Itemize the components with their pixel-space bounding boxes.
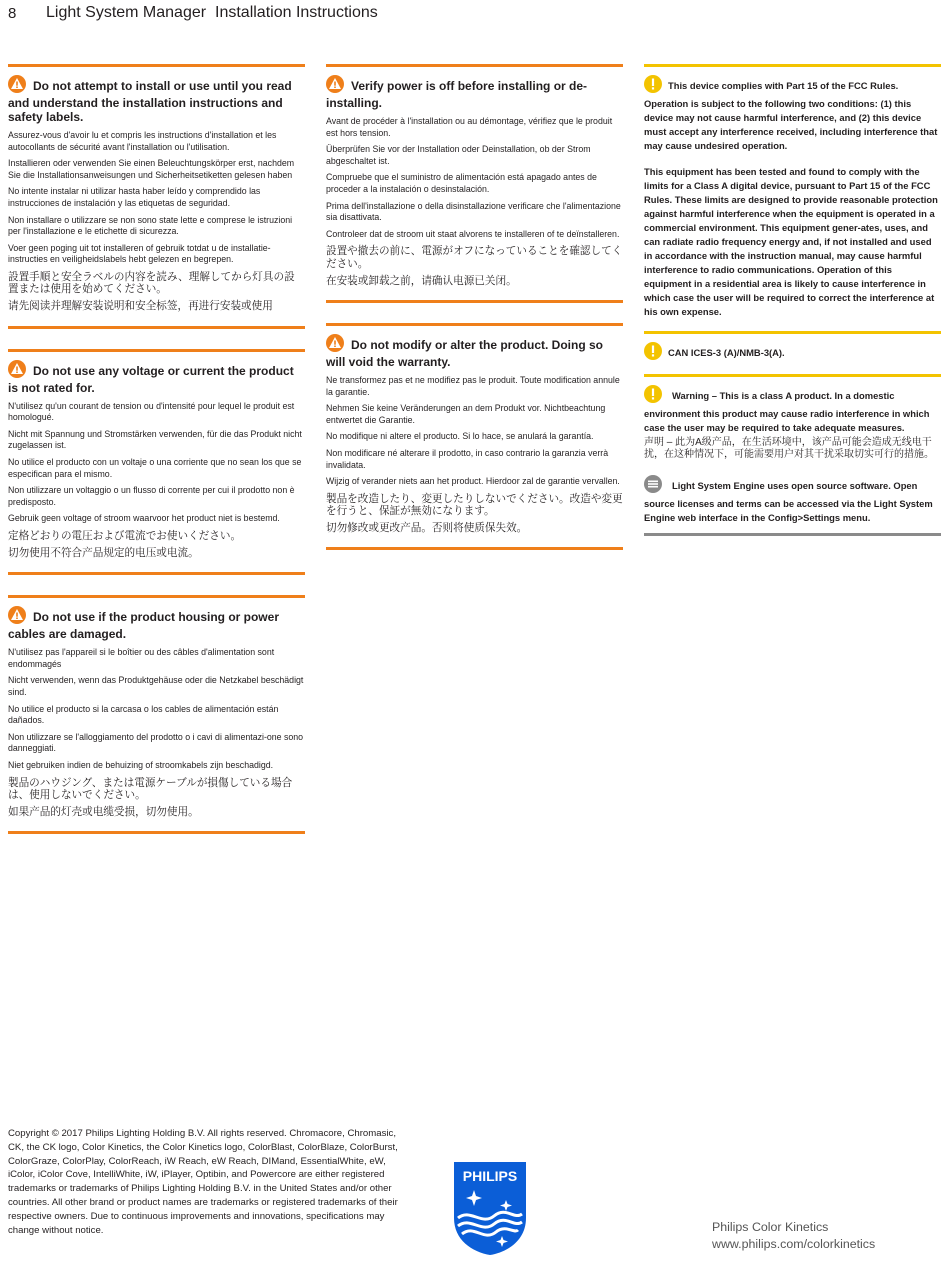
text-line: Assurez-vous d'avoir lu et compris les instructions d'installation et les autocollants de sécurité avant l'installation ou l'utilisation.	[8, 130, 277, 152]
exclamation-circle-icon	[644, 75, 662, 97]
text-line-zh: 切勿修改或更改产品。否则将使质保失效。	[326, 522, 528, 535]
text-line: Compruebe que el suministro de alimentación está apagado antes de proceder a la instalación o desinstalación.	[326, 172, 597, 194]
text-line: Gebruik geen voltage of stroom waarvoor het product niet is bestemd.	[8, 513, 280, 524]
column-1	[8, 64, 305, 854]
class-a-warning	[644, 377, 941, 536]
text-line: Nicht verwenden, wenn das Produktgehäuse oder die Netzkabel beschädigt sind.	[8, 675, 304, 698]
text-line: Nicht mit Spannung und Stromstärken verwenden, für die das Produkt nicht zugelassen ist.	[8, 428, 302, 451]
warning-triangle-icon	[326, 334, 348, 355]
brand-url[interactable]: www.philips.com/colorkinetics	[712, 1237, 876, 1251]
text-line: Non utilizzare un voltaggio o un flusso di corrente per cui il prodotto non è predisposto.	[8, 485, 295, 507]
text-line: Non installare o utilizzare se non sono state lette e comprese le istruzioni per l'installazione e le etichette di sicurezza.	[8, 214, 293, 237]
caution-box-damaged	[8, 595, 305, 834]
text-line: Wijzig of verander niets aan het product. Hierdoor zal de garantie vervallen.	[326, 476, 620, 487]
open-source-text: Light System Engine uses open source software. Open source licenses and terms can be accessed via the Light System Engine web interface in the Config>Settings menu.	[644, 475, 941, 525]
text-line: No intente instalar ni utilizar hasta haber leído y comprendido las instrucciones de instalación y las etiquetas de seguridad.	[8, 186, 261, 208]
text-line: Installieren oder verwenden Sie einen Beleuchtungskörper erst, nachdem Sie die Installationsanweisungen und Sicherheitsetiketten gelesen haben	[8, 158, 295, 180]
fcc-paragraph: This device complies with Part 15 of the FCC Rules. Operation is subject to the following two conditions: (1) this device may not cause harmful interference, and (2) this device must accept any interference received, including interference that may cause undesired operation.	[644, 75, 941, 153]
document-subtitle: Installation Instructions	[215, 4, 378, 21]
caution-box-power-off	[326, 64, 623, 303]
caution-title: Do not use if the product housing or power cables are damaged.	[8, 606, 305, 641]
page-number: 8	[8, 5, 17, 22]
fcc-notice	[644, 64, 941, 319]
text-line: Non modificare né alterare il prodotto, in caso contrario la garanzia verrà invalidata.	[326, 447, 609, 470]
page-header	[0, 0, 950, 40]
text-line-ja: 定格どおりの電圧および電流でお使いください。	[8, 529, 242, 542]
column-2	[326, 64, 623, 570]
text-line-ja: 製品のハウジング、または電源ケーブルが損傷している場合は、使用しないでください。	[8, 776, 293, 801]
copyright-notice: Copyright © 2017 Philips Lighting Holding B.V. All rights reserved. Chromacore, Chromasic, CK, the CK logo, Color Kinetics, the Color Kinetics logo, ColorBlast, ColorBlaze, ColorBurst, ColorGraze, ColorPlay, ColorReach, iW Reach, eW Reach, DIMand, EssentialWhite, eW, iColor, iColor Cove, IntelliWhite, iW, iPlayer, Optibin, and Powercore are either registered trademarks or trademarks of Philips Lighting Holding B.V. in the United States and/or other countries. All other brand or product names are trademarks or registered trademarks of their respective owners. Due to continuous improvements and innovations, specifications may change without notice.	[8, 1128, 398, 1236]
warning-triangle-icon	[326, 75, 348, 96]
ices-notice	[644, 331, 941, 377]
text-line: Überprüfen Sie vor der Installation oder Deinstallation, ob der Strom abgeschaltet ist.	[326, 144, 591, 166]
text-line: Niet gebruiken indien de behuizing of stroomkabels zijn beschadigd.	[8, 760, 274, 771]
fcc-class-a-paragraph: This equipment has been tested and found to comply with the limits for a Class A digital device, pursuant to Part 15 of the FCC Rules. These limits are designed to provide reasonable protection against harmful interference when the equipment is operated in a commercial environment. This equipment gener-ates, uses, and can radiate radio frequency energy and, if not installed and used in accordance with the instruction manual, may cause harmful interference to radio communications. Operation of this equipment in a residential area is likely to cause interference in which case the user will be required to correct the interference at his own expense.	[644, 166, 938, 317]
list-circle-icon	[644, 475, 662, 497]
text-line: Nehmen Sie keine Veränderungen an dem Produkt vor. Nichtbeachtung entwertet die Garantie.	[326, 403, 606, 425]
exclamation-circle-icon	[644, 385, 662, 407]
brand-block	[712, 1219, 875, 1253]
text-line: Avant de procéder à l'installation ou au démontage, vérifiez que le produit est hors tension.	[326, 116, 613, 138]
caution-box-voltage	[8, 349, 305, 576]
text-line-ja: 設置や撤去の前に、電源がオフになっていることを確認してください。	[326, 245, 623, 270]
warning-triangle-icon	[8, 606, 30, 627]
text-line-zh: 请先阅读并理解安装说明和安全标签，再进行安装或使用	[8, 300, 273, 313]
logo-wordmark: PHILIPS	[462, 1168, 518, 1184]
text-line: N'utilisez pas l'appareil si le boîtier ou des câbles d'alimentation sont endommagés	[8, 647, 275, 669]
text-line-zh: 切勿使用不符合产品规定的电压或电流。	[8, 547, 199, 560]
text-line: No utilice el producto con un voltaje o una corriente que no sean los que se especifican para el mismo.	[8, 456, 302, 479]
text-line: Prima dell'installazione o della disinstallazione verificare che l'alimentazione sia disattivata.	[326, 200, 621, 223]
text-line: No modifique ni altere el producto. Si lo hace, se anulará la garantía.	[326, 431, 594, 442]
caution-title: Do not modify or alter the product. Doing so will void the warranty.	[326, 334, 623, 369]
caution-box-modify	[326, 323, 623, 550]
exclamation-circle-icon	[644, 342, 662, 364]
warning-triangle-icon	[8, 360, 30, 381]
text-line: Non utilizzare se l'alloggiamento del prodotto o i cavi di alimentazi-one sono danneggiati.	[8, 731, 304, 754]
text-line-ja: 製品を改造したり、変更したりしないでください。改造や変更を行うと、保証が無効になります。	[326, 492, 623, 517]
document-title: Light System Manager	[46, 4, 207, 21]
caution-title: Do not attempt to install or use until you read and understand the installation instructions and safety labels.	[8, 75, 305, 124]
warning-triangle-icon	[8, 75, 30, 96]
text-line: Controleer dat de stroom uit staat alvorens te installeren of te deïnstalleren.	[326, 228, 620, 239]
text-line-zh: 如果产品的灯壳或电缆受损，切勿使用。	[8, 806, 199, 819]
caution-title: Do not use any voltage or current the product is not rated for.	[8, 360, 305, 395]
philips-shield-logo	[452, 1160, 528, 1256]
caution-box-install	[8, 64, 305, 329]
ices-text: CAN ICES-3 (A)/NMB-3(A).	[644, 342, 941, 364]
text-line-zh: 在安装或卸载之前，请确认电源已关闭。	[326, 274, 517, 287]
warning-text-zh: 声明 – 此为A级产品，在生活环境中，该产品可能会造成无线电干扰，在这种情况下，可能需要用户对其干扰采取切实可行的措施。	[644, 437, 934, 461]
text-line: No utilice el producto si la carcasa o los cables de alimentación están dañados.	[8, 703, 279, 726]
text-line: Voer geen poging uit tot installeren of gebruik totdat u de installatie-instructies en veiligheidslabels hebt gelezen en begrepen.	[8, 242, 271, 265]
warning-text: Warning – This is a class A product. In a domestic environment this product may cause radio interference in which case the user may be required to take adequate measures.	[644, 385, 941, 435]
text-line: Ne transformez pas et ne modifiez pas le produit. Toute modification annule la garantie.	[326, 374, 620, 397]
brand-name: Philips Color Kinetics	[712, 1220, 829, 1234]
text-line: N'utilisez qu'un courant de tension ou d'intensité pour lequel le produit est homologué.	[8, 400, 295, 423]
text-line-ja: 設置手順と安全ラベルの内容を読み、理解してから灯具の設置または使用を始めてください。	[8, 270, 295, 296]
column-3	[644, 64, 941, 536]
caution-title: Verify power is off before installing or de-installing.	[326, 75, 623, 110]
